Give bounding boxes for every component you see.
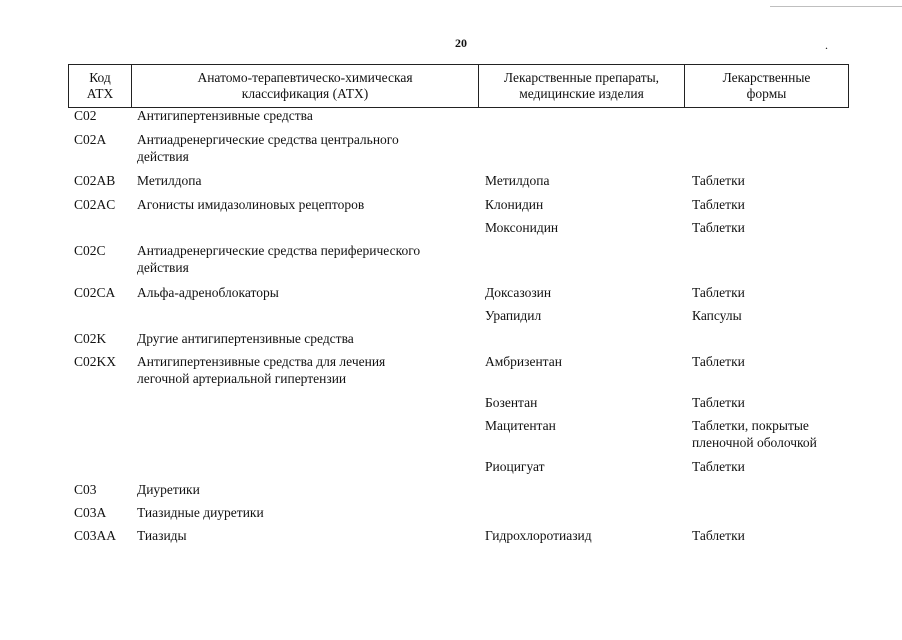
- header-code-text: Код АТХ: [86, 70, 114, 101]
- drug-name: Риоцигуат: [485, 459, 545, 474]
- header-drugs-text: Лекарственные препараты, медицинские изделия: [503, 70, 660, 101]
- atc-code: C02C: [74, 243, 106, 258]
- atc-name: Тиазиды: [137, 528, 187, 543]
- atc-name: Диуретики: [137, 482, 200, 497]
- atc-code: C02A: [74, 132, 107, 147]
- atc-name: Антигипертензивные средства: [137, 108, 313, 123]
- atc-name: Альфа-адреноблокаторы: [137, 285, 279, 300]
- dosage-form: Таблетки, покрытые пленочной оболочкой: [692, 418, 817, 450]
- atc-code: C03A: [74, 505, 107, 520]
- header-forms-text: Лекарственные формы: [722, 70, 811, 101]
- dosage-form: Таблетки: [692, 528, 745, 543]
- atc-name: Другие антигипертензивные средства: [137, 331, 354, 346]
- atc-code: C02CA: [74, 285, 116, 300]
- dosage-form: Таблетки: [692, 197, 745, 212]
- drug-name: Урапидил: [485, 308, 542, 323]
- atc-code: C02K: [74, 331, 107, 346]
- atc-name: Метилдопа: [137, 173, 202, 188]
- atc-name: Антиадренергические средства центрального действия: [137, 132, 399, 164]
- atc-code: C02: [74, 108, 97, 123]
- dosage-form: Капсулы: [692, 308, 742, 323]
- header-classification-text: Анатомо-терапевтическо-химическая классификация (АТХ): [197, 70, 413, 101]
- dosage-form: Таблетки: [692, 220, 745, 235]
- dosage-form: Таблетки: [692, 395, 745, 410]
- drug-name: Мацитентан: [485, 418, 556, 433]
- dosage-form: Таблетки: [692, 354, 745, 369]
- drug-name: Бозентан: [485, 395, 538, 410]
- atc-code: C02AB: [74, 173, 116, 188]
- dosage-form: Таблетки: [692, 285, 745, 300]
- atc-name: Агонисты имидазолиновых рецепторов: [137, 197, 365, 212]
- atc-code: C03: [74, 482, 97, 497]
- drug-name: Моксонидин: [485, 220, 559, 235]
- atc-code: C02AC: [74, 197, 116, 212]
- dosage-form: Таблетки: [692, 459, 745, 474]
- dosage-form: Таблетки: [692, 173, 745, 188]
- atc-code: C03AA: [74, 528, 117, 543]
- drug-name: Клонидин: [485, 197, 544, 212]
- atc-name: Тиазидные диуретики: [137, 505, 264, 520]
- drug-name: Амбризентан: [485, 354, 562, 369]
- page-number: 20: [455, 36, 467, 50]
- atc-name: Антигипертензивные средства для лечения легочной артериальной гипертензии: [137, 354, 386, 386]
- drug-name: Метилдопа: [485, 173, 550, 188]
- drug-name: Гидрохлоротиазид: [485, 528, 592, 543]
- atc-code: C02KX: [74, 354, 117, 369]
- atc-name: Антиадренергические средства периферического действия: [137, 243, 421, 275]
- drug-name: Доксазозин: [485, 285, 552, 300]
- corner-mark: .: [825, 38, 828, 52]
